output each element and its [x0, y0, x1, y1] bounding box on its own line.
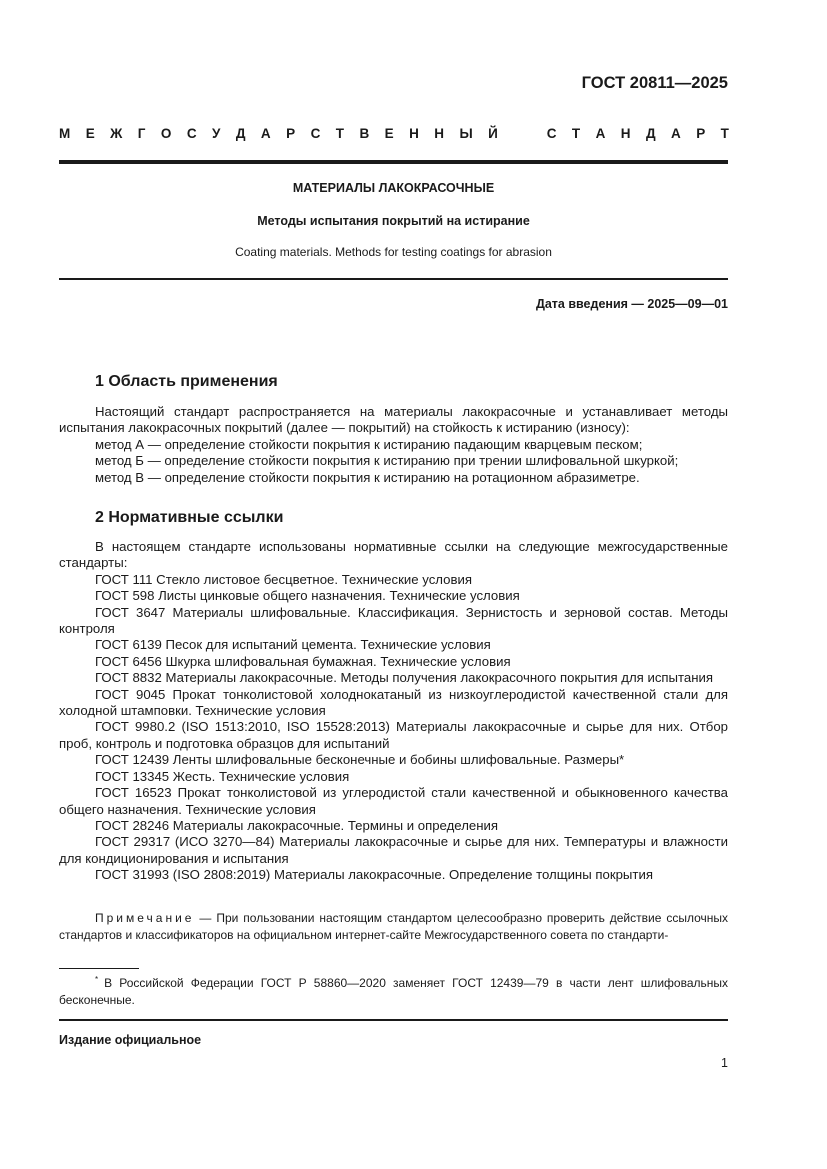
- introduction-date: Дата введения — 2025—09—01: [535, 297, 728, 311]
- footer-divider: [59, 1019, 728, 1021]
- reference-item: ГОСТ 3647 Материалы шлифовальные. Классификация. Зернистость и зерновой состав. Методы контроля: [59, 604, 728, 637]
- reference-item: ГОСТ 29317 (ИСО 3270—84) Материалы лакокрасочные и сырье для них. Температуры и влажности для кондиционирования и испытания: [59, 834, 728, 866]
- header-divider: [59, 160, 728, 164]
- document-title: МАТЕРИАЛЫ ЛАКОКРАСОЧНЫЕ: [292, 181, 495, 195]
- page-number: 1: [721, 1056, 728, 1070]
- section-1-method-c: метод В — определение стойкости покрытия к истиранию на ротационном абразиметре.: [95, 469, 640, 485]
- footnote-marker: *: [95, 975, 99, 984]
- document-title-english: Coating materials. Methods for testing coatings for abrasion: [235, 245, 552, 259]
- document-number: ГОСТ 20811—2025: [581, 74, 728, 92]
- section-2-body: [59, 539, 728, 884]
- section-1-method-a: метод А — определение стойкости покрытия к истиранию падающим кварцевым песком;: [95, 436, 643, 452]
- note: [59, 910, 728, 943]
- section-1-paragraph: Настоящий стандарт распространяется на материалы лакокрасочные и устанавливает методы испытания лакокрасочных покрытий (далее — покрытий) на стойкость к истиранию (износу):: [59, 404, 728, 436]
- reference-item: ГОСТ 9045 Прокат тонколистовой холоднокатаный из низкоуглеродистой качественной стали для холодной штамповки. Технические условия: [59, 686, 728, 719]
- edition-label: Издание официальное: [59, 1033, 202, 1047]
- reference-item: ГОСТ 13345 Жесть. Технические условия: [95, 768, 350, 784]
- document-subtitle: Методы испытания покрытий на истирание: [257, 214, 530, 228]
- footnote-divider: [59, 968, 139, 969]
- interstate-standard-banner: М Е Ж Г О С У Д А Р С Т В Е Н Н Ы Й С Т А Н Д А Р Т: [59, 126, 729, 141]
- reference-item: ГОСТ 9980.2 (ISO 1513:2010, ISO 15528:2013) Материалы лакокрасочные и сырье для них. Отбор проб, контроль и подготовка образцов для испытаний: [59, 719, 728, 751]
- section-1-method-b: метод Б — определение стойкости покрытия к истиранию при трении шлифовальной шкуркой;: [95, 453, 679, 469]
- section-2-heading: 2 Нормативные ссылки: [95, 509, 284, 526]
- reference-item: ГОСТ 31993 (ISO 2808:2019) Материалы лакокрасочные. Определение толщины покрытия: [95, 867, 653, 883]
- reference-item: ГОСТ 598 Листы цинковые общего назначения. Технические условия: [95, 588, 520, 604]
- note-label: Примечание: [95, 911, 195, 925]
- reference-item: ГОСТ 28246 Материалы лакокрасочные. Термины и определения: [95, 817, 499, 833]
- section-1-body: [59, 404, 728, 486]
- reference-item: ГОСТ 8832 Материалы лакокрасочные. Методы получения лакокрасочного покрытия для испытания: [95, 670, 714, 686]
- note-text: — При пользовании настоящим стандартом целесообразно проверить действие ссылочных стандартов и классификаторов на официальном интернет-сайте Межгосударственного совета по стандарти-: [59, 911, 728, 942]
- section-1-heading: 1 Область применения: [95, 373, 278, 390]
- reference-item: ГОСТ 6139 Песок для испытаний цемента. Технические условия: [95, 637, 491, 653]
- footnote-text: В Российской Федерации ГОСТ Р 58860—2020 заменяет ГОСТ 12439—79 в части лент шлифовальных бесконечные.: [59, 976, 728, 1007]
- reference-item: ГОСТ 111 Стекло листовое бесцветное. Технические условия: [95, 571, 472, 587]
- title-divider: [59, 278, 728, 280]
- reference-item: ГОСТ 12439 Ленты шлифовальные бесконечные и бобины шлифовальные. Размеры*: [95, 752, 625, 768]
- section-2-intro: В настоящем стандарте использованы нормативные ссылки на следующие межгосударственные стандарты:: [59, 539, 728, 571]
- reference-item: ГОСТ 16523 Прокат тонколистовой из углеродистой стали качественной и обыкновенного качества общего назначения. Технические условия: [59, 785, 728, 817]
- footnote: [59, 972, 728, 1008]
- reference-item: ГОСТ 6456 Шкурка шлифовальная бумажная. Технические условия: [95, 653, 511, 669]
